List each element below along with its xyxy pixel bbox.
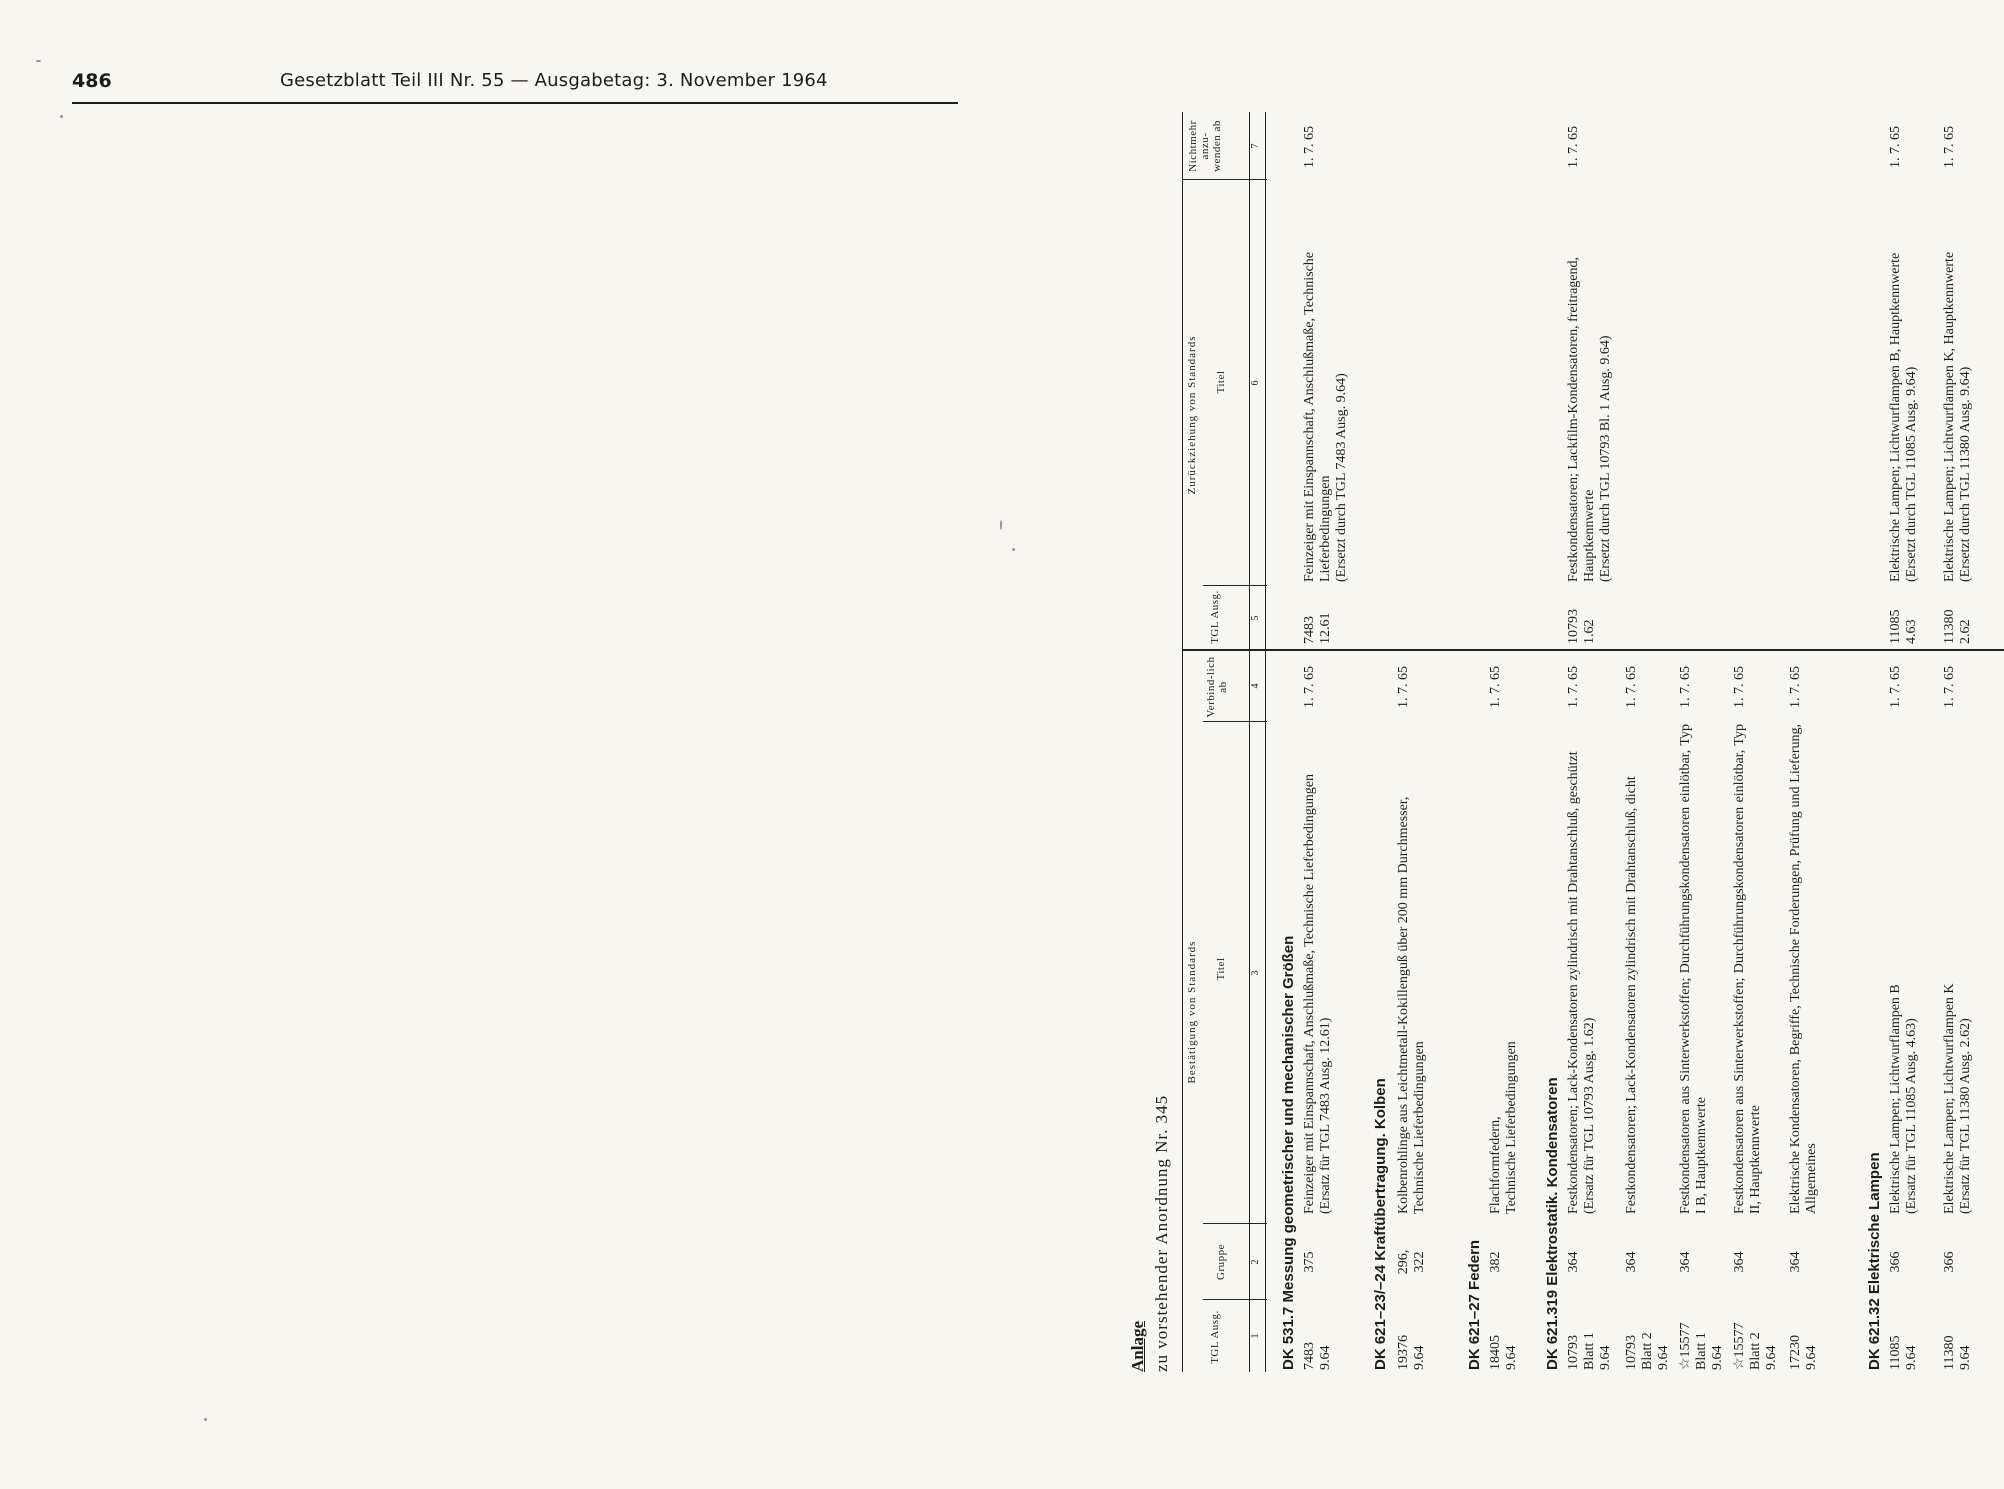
cell-gruppe: 366 — [1942, 1251, 1957, 1273]
group-header-confirmation: Bestätigung von Standards — [1186, 940, 1198, 1084]
cell-tgl: 18405 9.64 — [1488, 1335, 1519, 1370]
cell-gruppe: 364 — [1624, 1251, 1639, 1273]
scan-speck — [204, 1418, 207, 1421]
cell-verbindlich: 1. 7. 65 — [1396, 666, 1411, 708]
cell-titel-right: Festkondensatoren; Lackfilm-Kondensatoren, freitragend, Hauptkennwerte (Ersetzt durch TGL 10793 Bl. 1 Ausg. 9.64) — [1566, 256, 1613, 582]
cell-titel: Elektrische Kondensatoren, Begriffe, Technische Forderungen, Prüfung und Lieferung, Allgemeines — [1788, 724, 1819, 1214]
col-number: 2 — [1249, 1224, 1265, 1300]
cell-gruppe: 366 — [1888, 1251, 1903, 1273]
cell-tgl: 19376 9.64 — [1396, 1335, 1427, 1370]
cell-titel: Feinzeiger mit Einspannschaft, Anschlußmaße, Technische Lieferbedingungen (Ersatz für TGL 7483 Ausg. 12.61) — [1302, 773, 1333, 1214]
cell-titel: Kolbenrohlinge aus Leichtmetall-Kokillenguß über 200 mm Durchmesser, Technische Lieferbedingungen — [1396, 796, 1427, 1214]
group-header-withdrawal: Zurückziehung von Standards — [1186, 335, 1198, 495]
cell-titel: Festkondensatoren; Lack-Kondensatoren zylindrisch mit Drahtanschluß, geschützt (Ersatz für TGL 10793 Ausg. 1.62) — [1566, 751, 1597, 1214]
cell-verbindlich: 1. 7. 65 — [1788, 666, 1803, 708]
cell-titel-right: Feinzeiger mit Einspannschaft, Anschlußmaße, Technische Lieferbedingungen (Ersetzt durch TGL 7483 Ausg. 9.64) — [1302, 251, 1349, 582]
cell-titel: Flachformfedern, Technische Lieferbedingungen — [1488, 1041, 1519, 1214]
cell-nicht-mehr: 1. 7. 65 — [1566, 126, 1581, 168]
cell-tgl: 7483 9.64 — [1302, 1342, 1333, 1370]
cell-gruppe: 296, 322 — [1396, 1249, 1427, 1275]
cell-tgl-right: 7483 12.61 — [1302, 612, 1333, 644]
cell-verbindlich: 1. 7. 65 — [1488, 666, 1503, 708]
cell-verbindlich: 1. 7. 65 — [1302, 666, 1317, 708]
scan-speck — [36, 60, 41, 62]
cell-nicht-mehr: 1. 7. 65 — [1942, 126, 1957, 168]
section-header: DK 621.319 Elektrostatik. Kondensatoren — [1544, 1077, 1561, 1370]
scan-speck — [60, 115, 63, 118]
col-header-titel: Titel — [1215, 957, 1227, 981]
cell-nicht-mehr: 1. 7. 65 — [1888, 126, 1903, 168]
cell-verbindlich: 1. 7. 65 — [1566, 666, 1581, 708]
cell-gruppe: 364 — [1566, 1251, 1581, 1273]
cell-gruppe: 364 — [1678, 1251, 1693, 1273]
cell-titel-right: Elektrische Lampen; Lichtwurflampen K, Hauptkennwerte (Ersetzt durch TGL 11380 Ausg. 9.64) — [1942, 251, 1973, 582]
col-number: 4 — [1249, 650, 1265, 722]
col-header-gruppe: Gruppe — [1215, 1244, 1227, 1280]
col-number: 5 — [1249, 586, 1265, 650]
col-header-titel-right: Titel — [1215, 370, 1227, 394]
cell-gruppe: 364 — [1732, 1251, 1747, 1273]
scan-speck — [1012, 548, 1015, 551]
cell-gruppe: 375 — [1302, 1251, 1317, 1273]
cell-tgl: 10793 Blatt 2 9.64 — [1624, 1332, 1671, 1370]
cell-tgl: 11380 9.64 — [1942, 1335, 1973, 1370]
section-header: DK 621.32 Elektrische Lampen — [1866, 1152, 1883, 1370]
col-number: 1 — [1249, 1300, 1265, 1372]
cell-titel-right: Elektrische Lampen; Lichtwurflampen B, Hauptkennwerte (Ersetzt durch TGL 11085 Ausg. 9.64) — [1888, 252, 1919, 582]
table-header — [1182, 112, 1266, 1372]
page-number: 486 — [72, 70, 112, 92]
cell-titel: Elektrische Lampen; Lichtwurflampen K (Ersatz für TGL 11380 Ausg. 2.62) — [1942, 983, 1973, 1214]
annex-subtitle: zu vorstehender Anordnung Nr. 345 — [1152, 1094, 1171, 1372]
col-header-tgl: TGL Ausg. — [1209, 1310, 1221, 1364]
page-header — [72, 62, 958, 104]
cell-verbindlich: 1. 7. 65 — [1678, 666, 1693, 708]
scan-speck — [1000, 520, 1002, 530]
col-number: 6 — [1249, 180, 1265, 586]
annex-title: Anlage — [1128, 1321, 1147, 1372]
section-header: DK 531.7 Messung geometrischer und mechanischer Größen — [1280, 935, 1297, 1370]
cell-verbindlich: 1. 7. 65 — [1624, 666, 1639, 708]
cell-tgl: 10793 Blatt 1 9.64 — [1566, 1332, 1613, 1370]
cell-tgl: ☆15577 Blatt 1 9.64 — [1678, 1322, 1725, 1370]
cell-gruppe: 382 — [1488, 1251, 1503, 1273]
cell-tgl: 17230 9.64 — [1788, 1335, 1819, 1370]
col-number: 7 — [1249, 112, 1265, 180]
cell-tgl: 11085 9.64 — [1888, 1335, 1919, 1370]
cell-tgl-right: 10793 1.62 — [1566, 609, 1597, 644]
rotated-annex — [1124, 112, 2004, 1372]
cell-verbindlich: 1. 7. 65 — [1888, 666, 1903, 708]
col-header-tgl-right: TGL Ausg. — [1209, 590, 1221, 644]
cell-verbindlich: 1. 7. 65 — [1732, 666, 1747, 708]
cell-titel: Elektrische Lampen; Lichtwurflampen B (Ersatz für TGL 11085 Ausg. 4.63) — [1888, 984, 1919, 1214]
section-header: DK 621–23/–24 Kraftübertragung. Kolben — [1372, 1078, 1389, 1370]
cell-titel: Festkondensatoren aus Sinterwerkstoffen; Durchführungskondensatoren einlötbar, Typ II, Hauptkennwerte — [1732, 724, 1763, 1214]
cell-titel: Festkondensatoren aus Sinterwerkstoffen; Durchführungskondensatoren einlötbar, Typ I B, Hauptkennwerte — [1678, 724, 1709, 1214]
col-number: 3 — [1249, 722, 1265, 1224]
col-header-nicht-mehr: Nichtmehr anzu-wenden ab — [1187, 120, 1223, 172]
column-divider — [1266, 649, 2004, 651]
col-header-verbindlich: Verbind-lich ab — [1205, 656, 1229, 718]
cell-verbindlich: 1. 7. 65 — [1942, 666, 1957, 708]
cell-tgl-right: 11085 4.63 — [1888, 609, 1919, 644]
header-title: Gesetzblatt Teil III Nr. 55 — Ausgabetag: 3. November 1964 — [280, 70, 828, 91]
cell-nicht-mehr: 1. 7. 65 — [1302, 126, 1317, 168]
table-body — [1266, 112, 2004, 1372]
cell-gruppe: 364 — [1788, 1251, 1803, 1273]
cell-tgl: ☆15577 Blatt 2 9.64 — [1732, 1322, 1779, 1370]
section-header: DK 621–27 Federn — [1466, 1239, 1483, 1370]
cell-tgl-right: 11380 2.62 — [1942, 609, 1973, 644]
cell-titel: Festkondensatoren; Lack-Kondensatoren zylindrisch mit Drahtanschluß, dicht — [1624, 776, 1639, 1214]
